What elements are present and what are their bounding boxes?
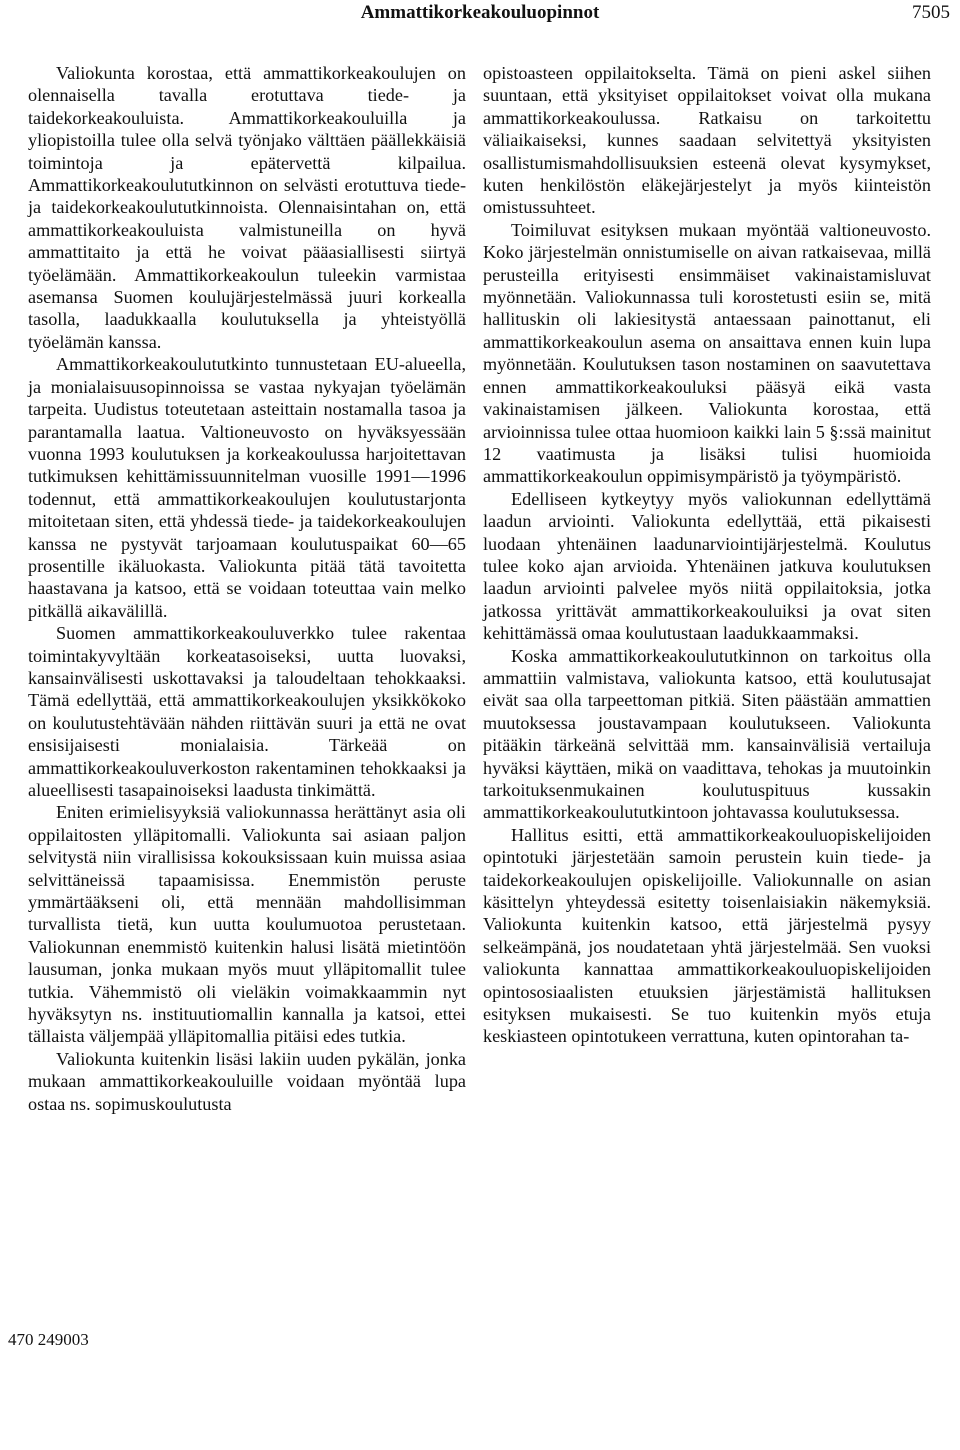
paragraph: opistoasteen oppilaitokselta. Tämä on pieni askel siihen suuntaan, että yksityiset oppilaitokset voivat olla mukana ammattikorkeakoulussa. Ratkaisu on tarkoitettu väliaikaiseksi, kunnes saadaan selvitettyä yksityisten osallistumismahdollisuuksien esteenä olevat kysymykset, kuten henkilöstön eläkejärjestelyt ja myös kiinteistön omistussuhteet.	[483, 63, 931, 218]
print-code: 470 249003	[8, 1330, 89, 1349]
right-column	[483, 62, 931, 1048]
left-column	[28, 62, 466, 1115]
paragraph: Valiokunta kuitenkin lisäsi lakiin uuden pykälän, jonka mukaan ammattikorkeakouluille voidaan myöntää lupa ostaa ns. sopimuskoulutusta	[28, 1048, 466, 1114]
paragraph: Ammattikorkeakoulututkinto tunnustetaan EU-alueella, ja monialaisuusopinnoissa se vastaa nykyajan työelämän tarpeita. Uudistus toteutetaan asteittain nostamalla tasoa ja parantamalla laatua. Valtioneuvosto on hyväksyessään vuonna 1993 koulutuksen ja korkeakoulussa harjoitettavan tutkimuksen kehittämissuunnitelman vuosille 1991—1996 todennut, että ammattikorkeakoulujen koulutustarjonta mitoitetaan siten, että yhdessä tiede- ja taidekorkeakoulujen kanssa ne pystyvät tarjoamaan koulutuspaikat 60—65 prosentille ikäluokasta. Valiokunta pitää tätä tavoitetta haastavana ja katsoo, että se voidaan toteuttaa vain melko pitkällä aikavälillä.	[28, 354, 466, 621]
paragraph: Koska ammattikorkeakoulututkinnon on tarkoitus olla ammattiin valmistava, valiokunta katsoo, että koulutusajat eivät saa olla tarpeettoman pitkiä. Siten päästään ammattien muutoksessa joustavampaan koulutukseen. Valiokunta pitääkin tärkeänä selvittää mm. kansainvälisiä vertailuja hyväksi käyttäen, mikä on vaadittava, tehokas ja muutoinkin tarkoituksenmukainen koulutuspituus kussakin ammattikorkeakoulututkintoon johtavassa koulutuksessa.	[483, 645, 931, 823]
paragraph: Suomen ammattikorkeakouluverkko tulee rakentaa toimintakyvyltään korkeatasoiseksi, uutta luovaksi, kansainvälisesti uskottavaksi ja taloudeltaan tehokkaaksi. Tämä edellyttää, että ammattikorkeakoulujen yksikkökoko on koulutustehtävään nähden riittävän suuri ja että ne ovat ensisijaisesti monialaisia. Tärkeää on ammattikorkeakouluverkoston rakentaminen tehokkaaksi ja alueellisesti tasapainoiseksi laadusta tinkimättä.	[28, 623, 466, 800]
page-number: 7505	[912, 2, 950, 23]
paragraph: Toimiluvat esityksen mukaan myöntää valtioneuvosto. Koko järjestelmän onnistumiselle on aivan ratkaisevaa, millä perusteilla erityisesti ensimmäiset vakinaistamisluvat myönnetään. Valiokunnassa tuli korostetusti esiin se, mitä hallituskin oli lakiesitystä antaessaan painottanut, eli ammattikorkeakoulun asema on ansaittava ennen kuin lupa myönnetään. Koulutuksen tason nostaminen on saavutettava ennen ammattikorkeakouluksi pääsyä eikä vasta vakinaistamisen jälkeen. Valiokunta korostaa, että arvioinnissa tulee ottaa huomioon kaikki lain 5 §:ssä mainitut 12 vaatimusta ja lisäksi tulisi huomioida ammattikorkeakoulun oppimisympäristö ja työympäristö.	[483, 219, 931, 487]
paragraph: Eniten erimielisyyksiä valiokunnassa herättänyt asia oli oppilaitosten ylläpitomalli. Valiokunta sai asiaan paljon selvitystä niin virallisissa kokouksissaan kuin muissa asiaa selvittäneissä tapaamisissa. Enemmistön peruste ymmärtääkseni oli, että mennään mahdollisimman turvallista tietä, kun uutta koulumuotoa perustetaan. Valiokunnan enemmistö kuitenkin halusi lisätä mietintöön lausuman, jonka mukaan myös muut ylläpitomallit tulee tutkia. Vähemmistö oli vieläkin voimakkaammin nyt hyväksytyn ns. instituutiomallin kannalla ja katsoi, ettei tällaista väljempää ylläpitomallia pitäisi edes tutkia.	[28, 802, 466, 1047]
paragraph: Valiokunta korostaa, että ammattikorkeakoulujen on olennaisella tavalla erotuttava tiede- ja taidekorkeakouluista. Ammattikorkeakouluilla ja yliopistoilla tulee olla selvä työnjako välttäen päällekkäisiä toimintoja ja epätervettä kilpailua. Ammattikorkeakoulututkinnon on selvästi erotuttuva tiede- ja taidekorkeakoulututkinnoista. Olennaisintahan on, että ammattikorkeakouluista valmistuneilla on hyvä ammattitaito ja että he voivat pääasiallisesti siirtyä työelämään. Ammattikorkeakoulun tuleekin varmistaa asemansa Suomen koulujärjestelmässä juuri korkealla tasolla, laadukkaalla koulutuksella ja yhteistyöllä työelämän kanssa.	[28, 63, 466, 352]
page-header	[0, 0, 960, 30]
running-title: Ammattikorkeakouluopinnot	[360, 2, 600, 23]
paragraph: Edelliseen kytkeytyy myös valiokunnan edellyttämä laadun arviointi. Valiokunta edellyttää, että pikaisesti luodaan yhtenäinen laadunarviointijärjestelmä. Koulutus tulee koko ajan arvioida. Yhtenäinen jatkuva koulutuksen laadun arviointi palvelee myös niitä oppilaitoksia, jotka jatkossa yrittävät ammattikorkeakouluiksi ja ovat siten kehittämässä omaa koulutustaan laadukkaammaksi.	[483, 488, 931, 644]
paragraph: Hallitus esitti, että ammattikorkeakouluopiskelijoiden opintotuki järjestetään samoin perustein kuin tiede- ja taidekorkeakoulujen opiskelijoille. Valiokunnalle on asian käsittelyn yhteydessä esitetty toisenlaisiakin näkemyksiä. Valiokunta kuitenkin katsoo, että järjestelmä pysyy selkeämpänä, jos noudatetaan yhtä järjestelmää. Sen vuoksi valiokunta kannattaa ammattikorkeakouluopiskelijoiden opintososiaalisten etuuksien järjestämistä hallituksen esityksen mukaisesti. Se tuo kuitenkin myös etuja keskiasteen opintotukeen verrattuna, kuten opintorahan ta-	[483, 824, 931, 1047]
